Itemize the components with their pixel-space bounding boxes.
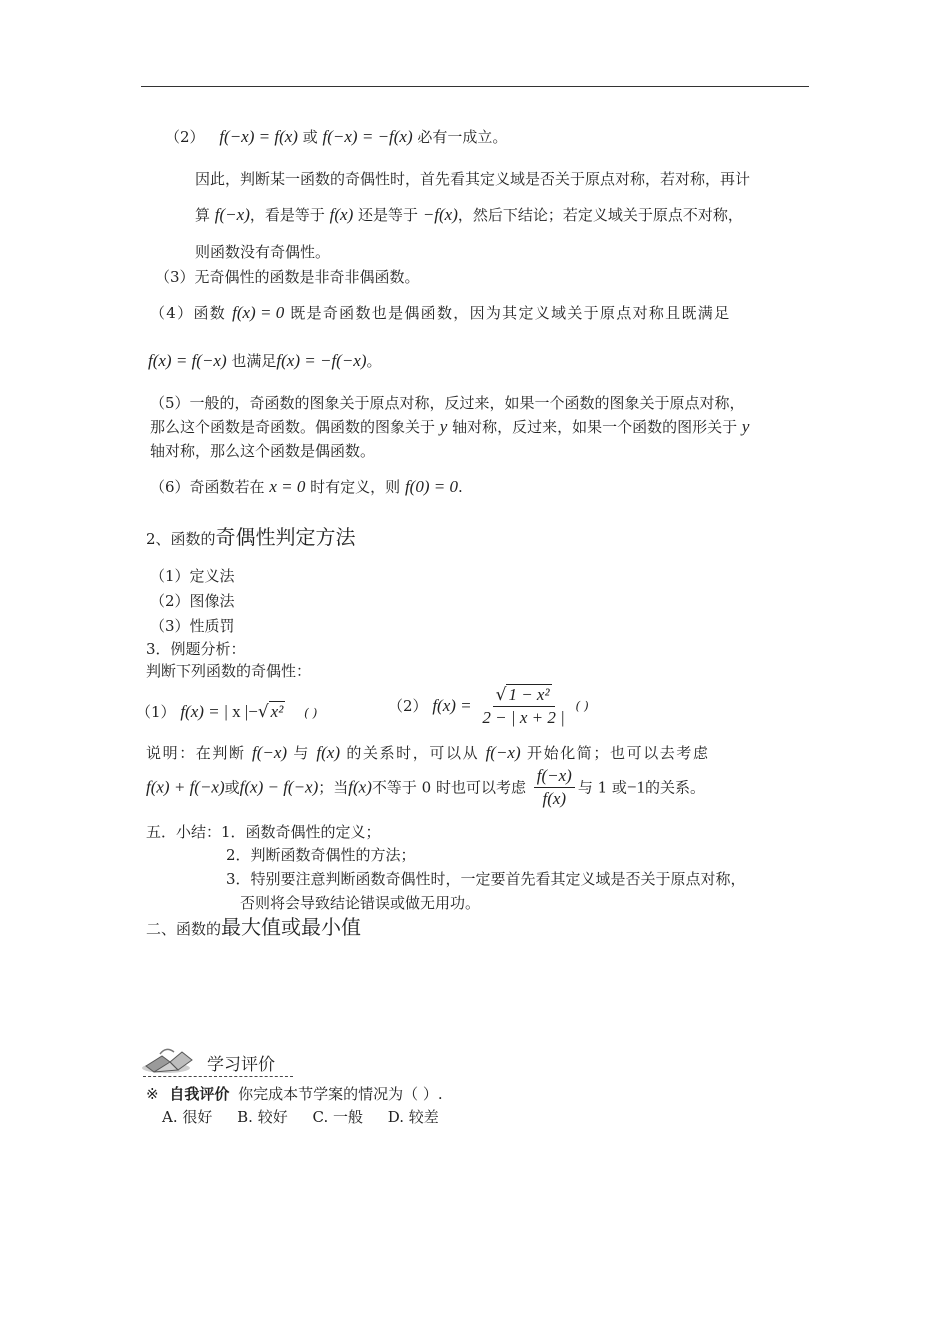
numerator: f(−x) [534, 766, 575, 788]
property-3: （3）无奇偶性的函数是非奇非偶函数。 [155, 268, 420, 286]
property-2 [165, 127, 507, 147]
denominator: 2 − | x + 2 | [482, 708, 565, 727]
property-6 [150, 477, 463, 497]
item-label: （2） [388, 697, 428, 715]
answer-blank: ( ) [304, 706, 318, 720]
formula-minus: − [248, 702, 258, 721]
therefore-line-1: 因此，判断某一函数的奇偶性时，首先看其定义域是否关于原点对称，若对称，再计 [195, 170, 751, 188]
formula: f(0) = 0 [404, 477, 458, 496]
text: ，看是等于 [249, 206, 325, 224]
radicand: x² [270, 702, 284, 721]
formula: −1 [626, 777, 645, 797]
text: 的关系时，可以从 [346, 744, 480, 762]
answer-blank: ( ) [575, 699, 589, 713]
variable: y [741, 417, 750, 436]
reference-mark: ※ [146, 1085, 159, 1103]
method-item: （3）性质罚 [150, 617, 235, 635]
text: ；当 [318, 778, 349, 797]
denominator: f(x) [542, 789, 567, 808]
text: 或 [302, 128, 318, 146]
formula: f(−x) [214, 205, 250, 224]
formula: f(x) [329, 205, 354, 224]
text: 轴对称，反过来，如果一个函数的图形关于 [452, 418, 738, 436]
text: （6）奇函数若在 [150, 478, 265, 496]
self-evaluation [146, 1084, 443, 1104]
text: 开始化简；也可以去考虑 [527, 744, 710, 762]
example-2 [388, 684, 589, 728]
method-item: （2）图像法 [150, 592, 235, 610]
heading-prefix: 二、函数的 [146, 920, 222, 938]
fraction [479, 684, 567, 728]
example-intro: 判断下列函数的奇偶性： [146, 662, 312, 680]
text: . [457, 478, 463, 496]
formula: f(−x) = f(x) [219, 127, 298, 146]
text: 必有一成立。 [417, 128, 508, 146]
title-underline [143, 1076, 293, 1077]
text: 说明：在判断 [146, 744, 246, 762]
text: 的关系。 [645, 778, 706, 797]
summary-line-3: 3．特别要注意判断函数奇偶性时，一定要首先看其定义域是否关于原点对称， [226, 870, 746, 888]
option-a[interactable]: A. 很好 [162, 1108, 213, 1126]
therefore-line-3: 则函数没有奇偶性。 [195, 243, 331, 261]
book-icon [140, 1044, 200, 1076]
text: 还是等于 [358, 206, 419, 224]
fraction [534, 766, 575, 809]
text: 不等于 0 时也可以考虑 [371, 778, 526, 797]
therefore-line-2 [195, 205, 743, 225]
numerator: 1 − x² [508, 685, 550, 704]
property-5-line-2 [150, 417, 749, 437]
section-heading-max-min [146, 914, 361, 942]
option-c[interactable]: C. 一般 [312, 1108, 363, 1126]
formula: f(x) − f(−x) [239, 777, 319, 797]
text: 算 [195, 206, 211, 224]
example-title: 3．例题分析： [146, 640, 246, 658]
item-label: （2） [165, 128, 205, 146]
self-evaluation-label: 自我评价 [169, 1085, 230, 1103]
radical-icon: √ [257, 702, 269, 722]
summary-line-2: 2．判断函数奇偶性的方法； [226, 846, 416, 864]
summary-line-4: 否则将会导致结论错误或做无用功。 [240, 894, 481, 912]
text: 。 [366, 352, 382, 370]
method-item: （1）定义法 [150, 567, 235, 585]
text: （4）函数 [150, 304, 227, 322]
property-4-line-2 [148, 351, 382, 371]
formula: f(−x) [485, 743, 521, 762]
property-5-line-1: （5）一般的，奇函数的图象关于原点对称，反过来，如果一个函数的图象关于原点对称， [150, 394, 745, 412]
option-d[interactable]: D. 较差 [387, 1108, 439, 1126]
formula-lhs: f(x) = [180, 702, 220, 721]
text: 也满足 [231, 352, 277, 370]
formula: f(−x) = −f(x) [322, 127, 413, 146]
example-1 [136, 701, 317, 723]
formula: f(x) + f(−x) [146, 777, 225, 797]
formula: f(x) = −f(−x) [276, 351, 367, 370]
self-evaluation-question: 你完成本节学案的情况为（ ）. [238, 1085, 443, 1103]
note-line-1 [146, 743, 710, 763]
property-5-line-3: 轴对称，那么这个函数是偶函数。 [150, 442, 376, 460]
heading-title: 奇偶性判定方法 [215, 525, 356, 549]
text: 或 [224, 778, 240, 797]
heading-title: 最大值或最小值 [221, 915, 362, 939]
formula: f(x) = 0 [232, 303, 285, 322]
section-heading-parity-methods [146, 524, 356, 552]
formula-abs: | x | [224, 702, 249, 721]
evaluation-options [162, 1107, 439, 1127]
formula: f(x) [348, 777, 372, 797]
formula: f(x) [316, 743, 340, 762]
header-rule [141, 86, 809, 87]
note-line-2 [146, 766, 705, 809]
formula-lhs: f(x) = [432, 696, 472, 715]
text: 既是奇函数也是偶函数，因为其定义域关于原点对称且既满足 [290, 304, 731, 322]
formula: −f(x) [422, 205, 458, 224]
item-label: （1） [136, 703, 176, 721]
variable: y [439, 417, 448, 436]
text: 与 1 或 [577, 778, 627, 797]
property-4-line-1 [150, 303, 730, 323]
evaluation-title: 学习评价 [207, 1055, 275, 1075]
radical-icon: √ [495, 685, 507, 705]
heading-prefix: 2、函数的 [146, 530, 216, 548]
option-b[interactable]: B. 较好 [237, 1108, 288, 1126]
text: ，然后下结论；若定义域关于原点不对称， [457, 206, 743, 224]
text: 与 [293, 744, 311, 762]
formula: x = 0 [269, 477, 306, 496]
text: 时有定义，则 [310, 478, 401, 496]
formula: f(x) = f(−x) [148, 351, 227, 370]
formula: f(−x) [251, 743, 288, 762]
summary-line-1: 五．小结：1．函数奇偶性的定义； [146, 823, 381, 841]
text: 那么这个函数是奇函数。偶函数的图象关于 [150, 418, 436, 436]
